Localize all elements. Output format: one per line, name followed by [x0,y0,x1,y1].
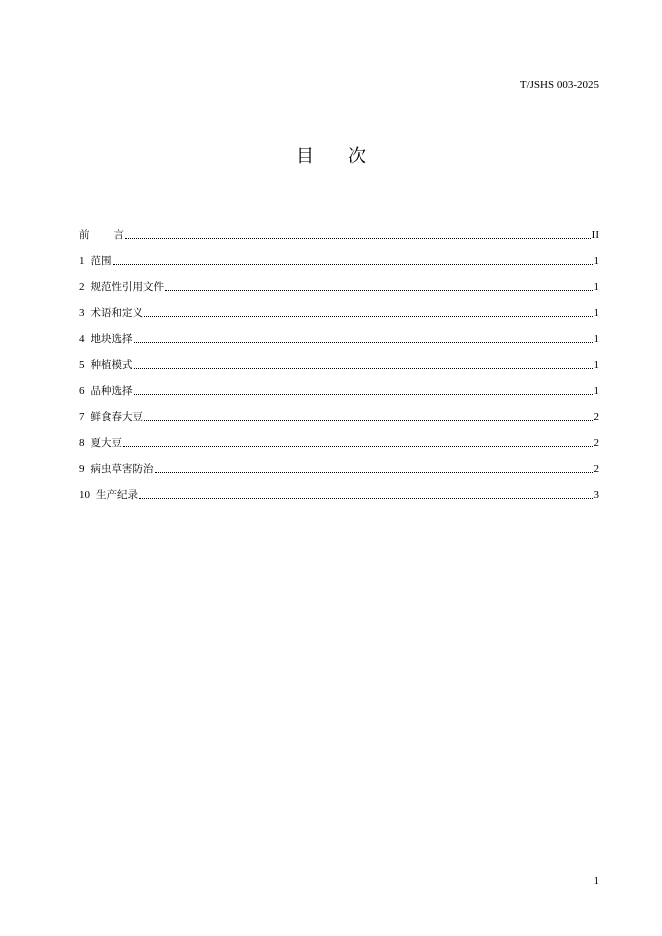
toc-leader-dots [155,471,593,473]
toc-entry-number: 8 [79,437,85,449]
toc-entry-label: 生产纪录 [96,489,138,501]
toc-entry-page: 1 [593,359,599,371]
toc-entry-6[interactable] [79,372,599,398]
table-of-contents [79,216,599,502]
toc-leader-dots [134,393,593,395]
toc-entry-label: 品种选择 [90,385,133,397]
toc-entry-number: 3 [79,307,85,319]
toc-entry-number: 4 [79,333,85,345]
toc-leader-dots [144,315,593,317]
toc-entry-page: II [591,229,599,241]
toc-entry-number: 1 [79,255,85,267]
toc-entry-8[interactable] [79,424,599,450]
toc-entry-1[interactable] [79,242,599,268]
toc-entry-number: 6 [79,385,85,397]
document-code: T/JSHS 003-2025 [519,79,599,91]
toc-entry-page: 1 [593,255,599,267]
toc-entry-page: 1 [593,333,599,345]
toc-entry-page: 3 [593,489,599,501]
toc-entry-label: 地块选择 [90,333,133,345]
title-char-2: 次 [348,146,366,167]
toc-entry-7[interactable] [79,398,599,424]
toc-entry-number: 9 [79,463,85,475]
toc-entry-page: 2 [593,437,599,449]
toc-entry-label: 术语和定义 [90,307,143,319]
toc-entry-number: 10 [79,489,90,501]
toc-entry-label: 夏大豆 [90,437,122,449]
toc-leader-dots [144,419,593,421]
toc-entry-page: 1 [593,385,599,397]
page-title [0,146,662,168]
toc-entry-number: 7 [79,411,85,423]
toc-leader-dots [165,289,593,291]
toc-entry-preface[interactable] [79,216,599,242]
toc-entry-label: 规范性引用文件 [90,281,164,293]
toc-entry-number: 5 [79,359,85,371]
toc-leader-dots [134,341,593,343]
toc-leader-dots [139,497,593,499]
toc-entry-label: 前 言 [79,229,124,241]
toc-entry-label: 病虫草害防治 [90,463,154,475]
toc-entry-label: 种植模式 [90,359,133,371]
toc-entry-2[interactable] [79,268,599,294]
toc-entry-label: 鲜食春大豆 [90,411,143,423]
toc-entry-5[interactable] [79,346,599,372]
toc-entry-10[interactable] [79,476,599,502]
title-char-1: 目 [296,146,314,167]
toc-entry-3[interactable] [79,294,599,320]
toc-entry-page: 1 [593,281,599,293]
toc-leader-dots [123,445,593,447]
toc-leader-dots [113,263,593,265]
toc-leader-dots [125,237,591,239]
page-number: 1 [593,875,599,887]
toc-entry-page: 2 [593,463,599,475]
toc-entry-label: 范围 [90,255,112,267]
toc-entry-page: 1 [593,307,599,319]
toc-entry-number: 2 [79,281,85,293]
toc-entry-4[interactable] [79,320,599,346]
toc-entry-9[interactable] [79,450,599,476]
toc-entry-page: 2 [593,411,599,423]
toc-leader-dots [134,367,593,369]
